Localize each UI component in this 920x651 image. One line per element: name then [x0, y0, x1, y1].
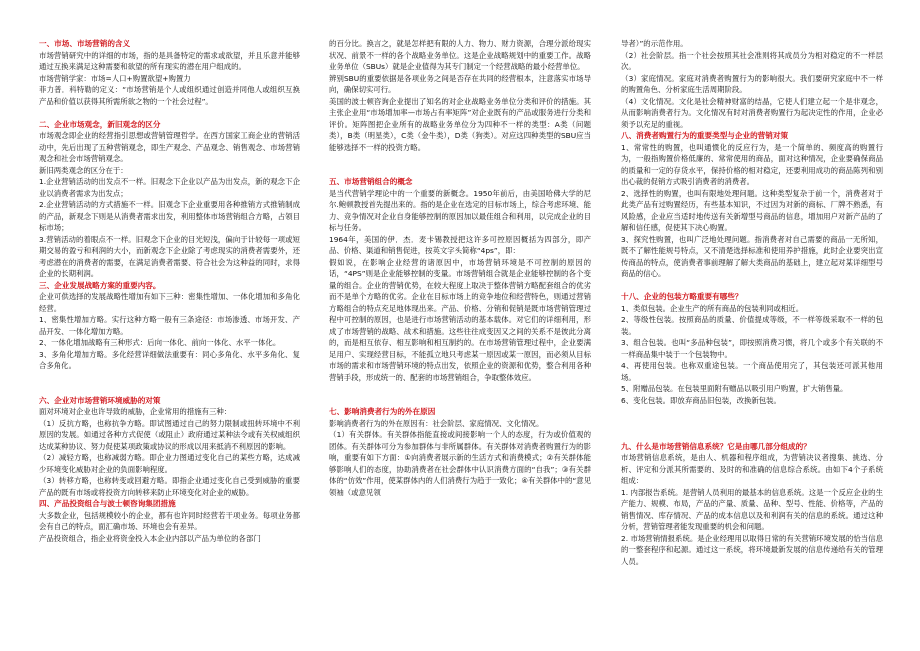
- spacer: [329, 383, 591, 406]
- paragraph: 2、一体化增加战略有三种形式：后向一体化、前向一体化、水平一体化。: [39, 338, 281, 347]
- spacer: [39, 107, 300, 119]
- paragraph: 4、再使用包装。也称双重途包装。一个商品使用完了，其包装还可派其他用场。: [621, 361, 883, 382]
- paragraph: 3.营销活动的着眼点不一样。旧观念下企业的目光短浅，偏向于计较每一项或短期交易的盈亏和利润的大小，而新观念下企业除了考虑现实的消费者需要外，还考虑潜在的消费者的需要，在满足消费者需要、符合社会为这种益的同时，求得企业的长期利润。: [39, 234, 300, 278]
- paragraph: 3、多角化增加方略。多化经营详细做法重要有：同心多角化、水平多角化、复合多角化。: [39, 349, 300, 370]
- spacer: [621, 406, 883, 429]
- spacer: [621, 280, 883, 292]
- paragraph: 假如说，在影响企业经营的诸原因中，市场营销环境是不可控制的原因的话，“4PS”则是企业能够控制的变量。市场营销组合就是企业能够控制的各个变量的组合。企业的营销优势，在较大程度上取决于整体营销方略配套组合的优劣而不是单个方略的优劣。企业在目标市场上的竞争地位和经营特色，则通过营销方略组合的特点充足地体现出来。产品、价格、分销和促销是既市场营销管理过程中可控制的原因，也是进行市场营销活动的基本载体。对它们的详细利用，形成了市场营销的战略、战术和措施。这些往往成变因又之间的关系不是彼此分离的，而是相互依存、相互影响和相互制约的。在市场营销管理过程中，企业要满足用户、实现经营目标，不能孤立地只考虑某一原因或某一原因，而必须从目标市场的需求和市场营销环境的特点出发，依照企业的资源和优势，整合利用各种营销手段，形成统一的、配套的市场营销组合，争取整体效应。: [329, 257, 591, 382]
- paragraph: 是当代营销学理论中的一个重要的新概念。1950年前后，由美国哈佛大学的尼尔.鲍顿教授首先提出来的。指的是企业在选定的目标市场上，综合考虑环境、能力、竞争情况对企业自身能够控制的原因加以最佳组合和利用，以完成企业的目标与任务。: [329, 188, 591, 232]
- paragraph: 市场营销研究中的详细的市场，指的是具备特定的需求或欲望，并且乐意并能够通过互换来满足这种需要和欲望的所有现实的潜在用户组成的。: [39, 50, 300, 71]
- section-heading: 十八、企业的包装方略重要有哪些？: [621, 292, 743, 301]
- paragraph: （2）减轻方略，也称减弱方略。即企业力图通过变化自己的某些方略，达成减少环境变化威胁对企业的负面影响程度。: [39, 453, 300, 474]
- paragraph: 大多数企业，包括规模较小的企业，都有也许同时经营若干项业务。每项业务都会有自己的特点，面汇确市场、环境也会有差异。: [39, 510, 300, 531]
- paragraph: 辨别SBU的重要依据是各项业务之间是否存在共同的经营根本，注意落实市场导向，确保切实可行。: [329, 73, 591, 94]
- section-heading: 四、产品投资组合与波士顿咨询集团措施: [39, 499, 176, 508]
- paragraph: 3、探究性购置，也叫广泛地处理问题。指消费者对自己需要的商品一无所知，既不了解性能规号特点，又不清楚选择标准和使用养护措施，此时企业要突出宣传商品的特点，使消费者事前理解了解大类商品的基础上，建立起对某详细型号商品的信心。: [621, 234, 883, 278]
- paragraph: 1、常常性的购置，也叫通惯化的反应行为，是一个简单的、频度高的购置行为，一般指购置价格低廉的、常常使用的商品，面对这种情况，企业要确保商品的质量和一定的存货水平，保持价格的相对稳定，还要利用成功的商品陈列和别出心裁的促销方式吸引消费者的消费者。: [621, 142, 883, 186]
- paragraph: 菲力普．科特勒的定义：“市场营销是个人或组织通过创造并同他人或组织互换产品和价值以获得其所需所欲之物的一个社会过程”。: [39, 85, 300, 106]
- column-left: [39, 38, 300, 544]
- paragraph: 1、类似包装。企业生产的所有商品的包装利同或相近。: [621, 303, 804, 313]
- paragraph: 面对环境对企业也许导致的威胁，企业常用的措施有三种：: [39, 407, 232, 416]
- section-heading: 一、市场、市场营销的含义: [39, 39, 131, 48]
- section-heading: 二、企业市场观念，新旧观念的区分: [39, 119, 161, 129]
- column-middle: [329, 38, 591, 498]
- paragraph: （1）反抗方略，也称抗争方略。即试图通过自己的努力限制或扭转环境中不利原因的发展。如通过各种方式促使（或阻止）政府通过某种法令或有关权威组织达成某种协议、努力促使某项政策或协议的形成以用来抵消不利原因的影响。: [39, 418, 300, 451]
- paragraph: 1.企业营销活动的出发点不一样。旧观念下企业以产品为出发点，新的观念下企业以消费者需求为出发点；: [39, 177, 300, 198]
- spacer: [39, 372, 300, 395]
- paragraph: 3、组合包装。也叫“多品种包装”，即按照消费习惯，将几个或多个有关联的不一样商品集中装于一个包装物中。: [621, 338, 883, 359]
- paragraph: 2、等级性包装。按照商品的质量、价值提成等级，不一样等级采取不一样的包装。: [621, 315, 883, 336]
- paragraph: 1、密集性增加方略。实行这种方略一般有三条途径：市场渗透、市场开发、产品开发、一体化增加方略。: [39, 315, 300, 336]
- paragraph: 企业可供选择的发展战略性增加有如下三种：密集性增加、一体化增加和多角化经营。: [39, 292, 300, 313]
- spacer: [329, 153, 591, 176]
- paragraph: 市场观念即企业的经营指引思想或营销管理哲学。在西方国家工商企业的营销活动中，先后出现了五种营销观念，即生产观念、产品观念、销售观念、市场营销观念和社会市场营销观念。: [39, 131, 300, 163]
- paragraph: 影响消费者行为的外在原因有：社会阶层、家庭情况、文化情况。: [329, 418, 544, 428]
- section-heading: 七、影响消费者行为的外在原因: [329, 407, 436, 416]
- paragraph: （3）家庭情况。家庭对消费者购置行为的影响很大。我们要研究家庭中不一样的购置角色、分析家庭生活周期阶段。: [621, 73, 883, 94]
- section-heading: 九、什么是市场营销信息系统？它是由哪几部分组成的？: [621, 441, 811, 451]
- paragraph: 市场营销学家：市场=人口+购置欲望+购置力: [39, 73, 191, 83]
- section-heading: 三、企业发展战略方案的重要内容。: [39, 280, 161, 290]
- paragraph: （1）有关群体。有关群体指能直接或间接影响一个人的态度，行为或价值观的团体。有关群体可分为参加群体与非所属群体。有关群体对消费者购置行为的影响，重要有如下方面：①向消费者展示新的生活方式和消费模式；②有关群体能够影响人们的态度，协助消费者在社会群体中认识消费方面的“自我”；③有关群体的“仿效”作用，使某群体内的人们消费行为趋于一致化；④有关群体中的“意见领袖（或意见领: [329, 430, 592, 497]
- paragraph: 美国的波士顿咨询企业提出了知名的对企业战略业务单位分类和评价的措施。其主张企业用“市场增加率—市场占有率矩阵”对企业既有的产品或服务进行分类和评价。矩阵图把企业所有的战略业务单位分为四种不一样的类型：A类（问题类），B类（明星类），C类（金牛类），D类（狗类）。对应这四种类型的SBU应当能够选择不一样的投资方略。: [329, 96, 591, 152]
- paragraph: 1964年，美国的伊．杰．麦卡锡教授把这许多可控原因概括为四部分，即产品、价格、渠道和销售促进，按英文字头简称“4ps”，即：: [329, 234, 591, 255]
- paragraph: 1. 内部报告系统。是营销人员利用的最基本的信息系统。这是一个反应企业的生产能力、规模、布局，产品的产量、质量、品种、型号、性能、价格等，产品的销售情况、库存情况、产品的成本信息以及和利润有关的信息的系统。通过这种分析，营销管理者能发现重要的机会和问题。: [621, 487, 883, 531]
- paragraph: 2. 市场营销情报系统。是企业经理用以取得日常的有关营销环境发展的恰当信息的一整套程序和起源。通过这一系统，将环境最新发展的信息传递给有关的管理人员。: [621, 533, 883, 566]
- column-right: [621, 38, 883, 567]
- spacer: [621, 429, 883, 441]
- paragraph: （3）转移方略，也称转变或回避方略。即指企业通过变化自己受到威胁的重要产品的既有市场或将投资方向转移来防止环境变化对企业的威胁。: [39, 476, 300, 497]
- section-heading: 五、市场营销组合的概念: [329, 177, 413, 186]
- paragraph: 2.企业营销活动的方式措施不一样。旧观念下企业重要用各种推销方式推销制成的产品，新观念下则是从消费者需求出发，利用整体市场营销组合方略，占领目标市场；: [39, 200, 300, 232]
- section-heading: 八、消费者购置行为的重要类型与企业的营销对策: [621, 131, 789, 140]
- paragraph: 新旧两类观念的区分在于：: [39, 165, 128, 175]
- paragraph: （4）文化情况。文化是社会精神财富的结晶，它使人们建立起一个是非观念，从而影响消费者行为。文化情况有时对消费者购置行为起决定性的作用，企业必须予以充足的重视。: [621, 96, 883, 129]
- paragraph: 5、附赠品包装。在包装里面附有赠品以吸引用户购置，扩大销售量。: [621, 384, 848, 393]
- section-heading: 六、企业对市场营销环境威胁的对策: [39, 395, 161, 405]
- paragraph: 导者）”的示范作用。: [621, 39, 688, 48]
- paragraph: 的百分比。换言之，就是怎样把有限的人力、物力、财力资源，合理分派给现实状况、前景不一样的各个战略业务单位。这是企业战略规划中的重要工作。战略业务单位（SBUs）就是企业值得为其专门制定一个经营战略的最小经营单位。: [329, 39, 591, 71]
- paragraph: 2、选择性的购置，也叫有限地处理问题。这种类型复杂于前一个，消费者对于此类产品有过购置经历，有些基本知识，不过因为对新的商标、厂牌不熟悉，有风险感，企业应当适时地传送有关新增型号商品的信息，增加用户对新产品的了解和信任感，促使其下决心购置。: [621, 188, 883, 232]
- paragraph: 6、变化包装。即放弃商品旧包装，改换新包装。: [621, 395, 781, 405]
- paragraph: 市场营销信息系统，是由人、机器和程序组成，为营销决议者搜集、挑选、分析、评定和分派其所需要的、及时的和准确的信息综合系统。由如下4个子系统组成：: [621, 453, 883, 485]
- paragraph: （2）社会阶层。指一个社会按照其社会准则将其成员分为相对稳定的不一样层次。: [621, 50, 883, 71]
- paragraph: 产品投资组合，指企业将资金投入本企业内部以产品为单位的各部门: [39, 533, 261, 543]
